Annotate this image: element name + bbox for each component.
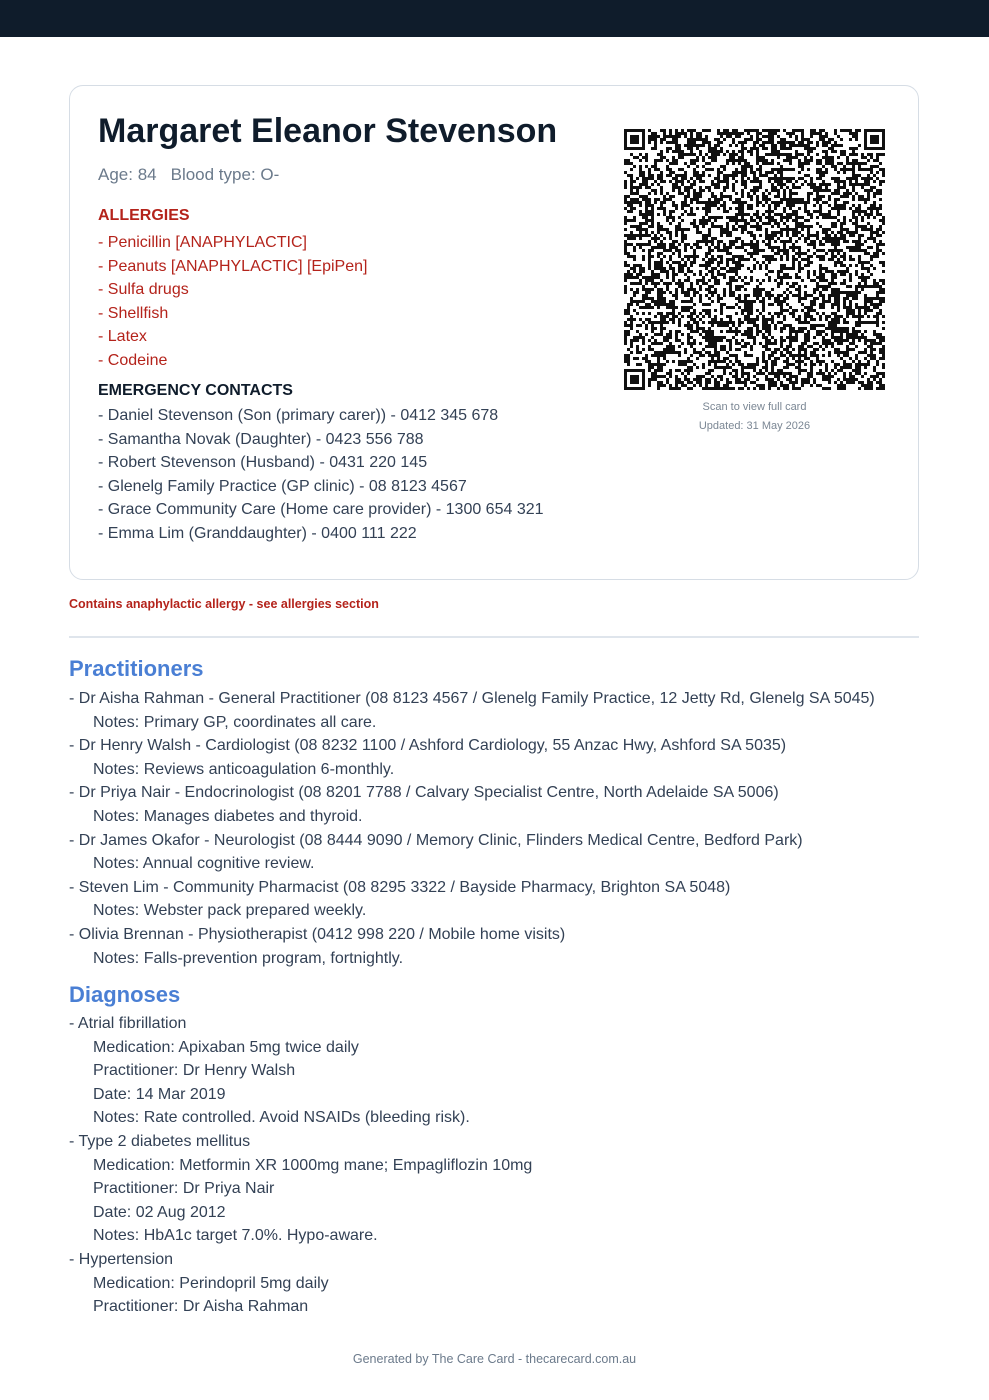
practitioner-notes: Notes: Webster pack prepared weekly. bbox=[93, 902, 367, 920]
practitioner-entry bbox=[69, 829, 875, 876]
practitioner-notes: Notes: Reviews anticoagulation 6-monthly. bbox=[93, 760, 395, 778]
practitioner-entry bbox=[69, 734, 875, 781]
patient-blood-type: Blood type: O- bbox=[170, 165, 280, 184]
contact-item: - Robert Stevenson (Husband) - 0431 220 145 bbox=[98, 454, 428, 472]
practitioners-title: Practitioners bbox=[69, 656, 204, 681]
allergies-heading: ALLERGIES bbox=[98, 207, 190, 224]
emergency-contacts-heading: EMERGENCY CONTACTS bbox=[98, 382, 293, 399]
practitioner-entry bbox=[69, 781, 875, 828]
diagnosis-practitioner: Practitioner: Dr Priya Nair bbox=[93, 1180, 275, 1198]
top-bar bbox=[0, 0, 989, 37]
diagnosis-practitioner: Practitioner: Dr Henry Walsh bbox=[93, 1062, 296, 1080]
qr-updated-date: Updated: 31 May 2026 bbox=[698, 420, 811, 432]
allergy-item: - Shellfish bbox=[98, 304, 169, 322]
diagnosis-line: - Type 2 diabetes mellitus bbox=[69, 1132, 251, 1150]
contact-item: - Daniel Stevenson (Son (primary carer)) - 0412 345 678 bbox=[98, 407, 499, 424]
patient-name: Margaret Eleanor Stevenson bbox=[98, 112, 558, 150]
diagnosis-date: Date: 14 Mar 2019 bbox=[93, 1085, 226, 1103]
contact-item: - Samantha Novak (Daughter) - 0423 556 788 bbox=[98, 430, 424, 448]
practitioner-notes: Notes: Annual cognitive review. bbox=[93, 855, 315, 873]
diagnosis-date: Date: 02 Aug 2012 bbox=[93, 1203, 226, 1221]
practitioner-notes: Notes: Manages diabetes and thyroid. bbox=[93, 807, 363, 825]
allergy-item: - Peanuts [ANAPHYLACTIC] [EpiPen] bbox=[98, 257, 368, 275]
patient-age: Age: 84 bbox=[98, 165, 157, 184]
practitioner-notes: Notes: Falls-prevention program, fortnightly. bbox=[93, 949, 404, 967]
practitioner-line: - Dr Priya Nair - Endocrinologist (08 8201 7788 / Calvary Specialist Centre, North Adelaide SA 5006) bbox=[69, 784, 779, 802]
practitioners-list bbox=[69, 687, 875, 970]
anaphylaxis-warning: Contains anaphylactic allergy - see allergies section bbox=[69, 597, 379, 611]
qr-caption: Scan to view full card bbox=[702, 401, 807, 413]
diagnosis-practitioner: Practitioner: Dr Aisha Rahman bbox=[93, 1298, 309, 1316]
practitioner-entry bbox=[69, 923, 875, 970]
diagnosis-medication: Medication: Metformin XR 1000mg mane; Empagliflozin 10mg bbox=[93, 1156, 533, 1174]
diagnosis-line: - Hypertension bbox=[69, 1250, 174, 1268]
practitioner-entry bbox=[69, 876, 875, 923]
practitioner-line: - Steven Lim - Community Pharmacist (08 8295 3322 / Bayside Pharmacy, Brighton SA 5048) bbox=[69, 878, 731, 896]
practitioner-line: - Olivia Brennan - Physiotherapist (0412 998 220 / Mobile home visits) bbox=[69, 925, 566, 943]
patient-meta bbox=[98, 165, 279, 185]
allergy-item: - Latex bbox=[98, 328, 147, 346]
diagnosis-line: - Atrial fibrillation bbox=[69, 1015, 187, 1032]
practitioner-line: - Dr Henry Walsh - Cardiologist (08 8232 1100 / Ashford Cardiology, 55 Anzac Hwy, Ashford SA 5035) bbox=[69, 737, 787, 755]
diagnosis-medication: Medication: Apixaban 5mg twice daily bbox=[93, 1038, 359, 1056]
diagnosis-notes: Notes: Rate controlled. Avoid NSAIDs (bleeding risk). bbox=[93, 1109, 470, 1127]
practitioner-notes: Notes: Primary GP, coordinates all care. bbox=[93, 713, 377, 731]
qr-code[interactable] bbox=[624, 129, 885, 390]
practitioner-line: - Dr Aisha Rahman - General Practitioner (08 8123 4567 / Glenelg Family Practice, 12 Jetty Rd, Glenelg SA 5045) bbox=[69, 690, 875, 707]
care-card bbox=[69, 85, 919, 580]
emergency-contacts-list bbox=[98, 404, 544, 546]
diagnoses-title: Diagnoses bbox=[69, 982, 181, 1007]
diagnosis-entry bbox=[69, 1012, 532, 1130]
diagnosis-medication: Medication: Perindopril 5mg daily bbox=[93, 1274, 329, 1292]
allergy-item: - Codeine bbox=[98, 351, 168, 369]
practitioner-entry bbox=[69, 687, 875, 734]
allergy-item: - Sulfa drugs bbox=[98, 281, 189, 299]
diagnoses-list bbox=[69, 1012, 532, 1319]
contact-item: - Glenelg Family Practice (GP clinic) - 08 8123 4567 bbox=[98, 477, 467, 495]
allergies-list bbox=[98, 231, 367, 373]
allergy-item: - Penicillin [ANAPHYLACTIC] bbox=[98, 234, 307, 251]
footer-text: Generated by The Care Card - thecarecard.com.au bbox=[352, 1352, 637, 1366]
diagnosis-notes: Notes: HbA1c target 7.0%. Hypo-aware. bbox=[93, 1227, 378, 1245]
contact-item: - Emma Lim (Granddaughter) - 0400 111 222 bbox=[98, 524, 417, 542]
contact-item: - Grace Community Care (Home care provider) - 1300 654 321 bbox=[98, 501, 544, 519]
practitioner-line: - Dr James Okafor - Neurologist (08 8444 9090 / Memory Clinic, Flinders Medical Centre, Bedford Park) bbox=[69, 831, 803, 849]
diagnosis-entry bbox=[69, 1130, 532, 1248]
diagnosis-entry bbox=[69, 1248, 532, 1319]
section-divider bbox=[69, 636, 919, 638]
